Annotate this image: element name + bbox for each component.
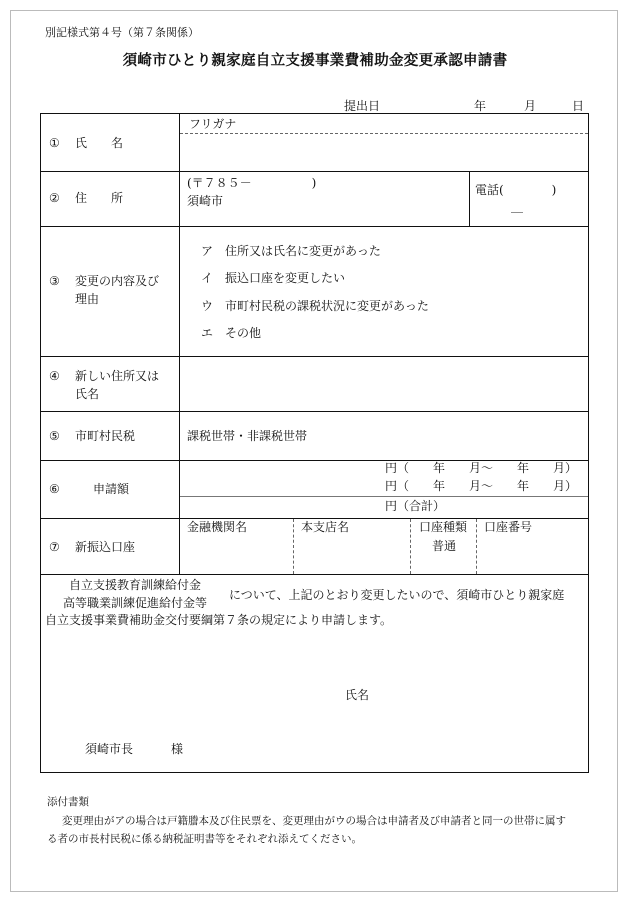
tax-status-options[interactable]: 課税世帯・非課税世帯 bbox=[187, 429, 308, 443]
furigana-divider bbox=[180, 133, 588, 134]
statement-continuation: について、上記のとおり変更したいので、須崎市ひとり親家庭 bbox=[229, 588, 565, 602]
bank-column-divider bbox=[293, 519, 294, 574]
furigana-label: フリガナ bbox=[189, 117, 237, 131]
applicant-name-field[interactable] bbox=[371, 682, 571, 706]
bank-label-text: 新振込口座 bbox=[75, 540, 136, 554]
statement-benefit-1: 自立支援教育訓練給付金 bbox=[69, 578, 202, 592]
row-divider bbox=[41, 411, 588, 412]
branch-header: 本支店名 bbox=[301, 520, 350, 534]
option-key: ア bbox=[201, 244, 214, 258]
statement-benefit-2: 高等職業訓練促進給付金等 bbox=[63, 596, 208, 610]
attachments-heading: 添付書類 bbox=[47, 796, 89, 808]
page-title: 須崎市ひとり親家庭自立支援事業費補助金変更承認申請書 bbox=[122, 53, 508, 69]
amount-period-2[interactable]: 円（ 年 月～ 年 月） bbox=[385, 479, 578, 493]
date-year: 年 bbox=[474, 99, 487, 113]
date-day: 日 bbox=[572, 99, 585, 113]
row-number: ④ bbox=[49, 369, 60, 383]
row-number: ⑥ bbox=[49, 482, 60, 496]
new-address-label-line1: 新しい住所又は bbox=[75, 369, 160, 383]
date-month: 月 bbox=[524, 99, 537, 113]
amount-total[interactable]: 円（合計） bbox=[385, 499, 446, 513]
option-key: ウ bbox=[201, 299, 214, 313]
change-option-u[interactable] bbox=[201, 297, 429, 314]
row-divider bbox=[41, 356, 588, 357]
account-type-value: 普通 bbox=[432, 539, 457, 553]
row-divider bbox=[41, 171, 588, 172]
account-number-header: 口座番号 bbox=[484, 520, 533, 534]
mayor-honorific: 様 bbox=[171, 742, 184, 756]
amount-period-1[interactable]: 円（ 年 月～ 年 月） bbox=[385, 461, 578, 475]
statement-line-2: 自立支援事業費補助金交付要綱第７条の規定により申請します。 bbox=[45, 613, 393, 627]
row-bank-label bbox=[49, 538, 135, 556]
form-id: 別記様式第４号（第７条関係） bbox=[45, 26, 199, 39]
bank-column-divider bbox=[476, 519, 477, 574]
row-divider bbox=[41, 574, 588, 575]
amount-label-text: 申請額 bbox=[93, 482, 130, 496]
change-option-i[interactable] bbox=[201, 269, 345, 286]
submit-date-label: 提出日 bbox=[344, 99, 381, 113]
change-label-line1: 変更の内容及び bbox=[75, 274, 160, 288]
row-number: ① bbox=[49, 136, 60, 150]
account-type-header: 口座種類 bbox=[419, 520, 468, 534]
option-key: エ bbox=[201, 326, 214, 340]
attachments-line-2: る者の市長村民税に係る納税証明書等をそれぞれ添えてください。 bbox=[47, 833, 362, 845]
bank-name-header: 金融機関名 bbox=[187, 520, 248, 534]
option-text: 住所又は氏名に変更があった bbox=[225, 244, 381, 258]
new-address-label-line2: 氏名 bbox=[75, 387, 100, 401]
attachments-line-1: 変更理由がアの場合は戸籍謄本及び住民票を、変更理由がウの場合は申請者及び申請者と同一の世帯に属す bbox=[62, 815, 566, 827]
row-address-label bbox=[49, 189, 123, 207]
postal-code-field[interactable]: (〒７８５－ ) bbox=[187, 176, 317, 190]
row-tax-label bbox=[49, 427, 135, 445]
phone-divider bbox=[469, 171, 470, 226]
phone-field[interactable]: 電話( ) bbox=[475, 183, 557, 197]
address-city: 須崎市 bbox=[187, 194, 224, 208]
bank-column-divider bbox=[410, 519, 411, 574]
change-label-line2: 理由 bbox=[75, 292, 100, 306]
address-label-text: 住 所 bbox=[75, 191, 124, 205]
row-name-label bbox=[49, 134, 123, 152]
option-key: イ bbox=[201, 271, 214, 285]
row-number: ③ bbox=[49, 274, 60, 288]
application-form bbox=[40, 113, 589, 773]
option-text: その他 bbox=[225, 326, 262, 340]
label-column-divider bbox=[179, 114, 180, 574]
phone-dash: ＿ bbox=[511, 200, 524, 214]
row-new-address-label bbox=[49, 367, 159, 385]
change-option-e[interactable] bbox=[201, 324, 261, 341]
new-address-field[interactable] bbox=[183, 358, 583, 408]
row-number: ⑤ bbox=[49, 429, 60, 443]
mayor-addressee: 須崎市長 bbox=[85, 742, 134, 756]
tax-label-text: 市町村民税 bbox=[75, 429, 136, 443]
name-field[interactable] bbox=[183, 136, 583, 168]
applicant-name-label: 氏名 bbox=[345, 688, 370, 702]
row-number: ② bbox=[49, 191, 60, 205]
option-text: 振込口座を変更したい bbox=[225, 271, 346, 285]
option-text: 市町村民税の課税状況に変更があった bbox=[225, 299, 429, 313]
row-amount-label bbox=[49, 480, 129, 498]
row-number: ⑦ bbox=[49, 540, 60, 554]
change-option-a[interactable] bbox=[201, 242, 381, 259]
row-change-label bbox=[49, 272, 159, 290]
amount-total-divider bbox=[180, 496, 588, 497]
row-divider bbox=[41, 226, 588, 227]
name-label-text: 氏 名 bbox=[75, 136, 124, 150]
